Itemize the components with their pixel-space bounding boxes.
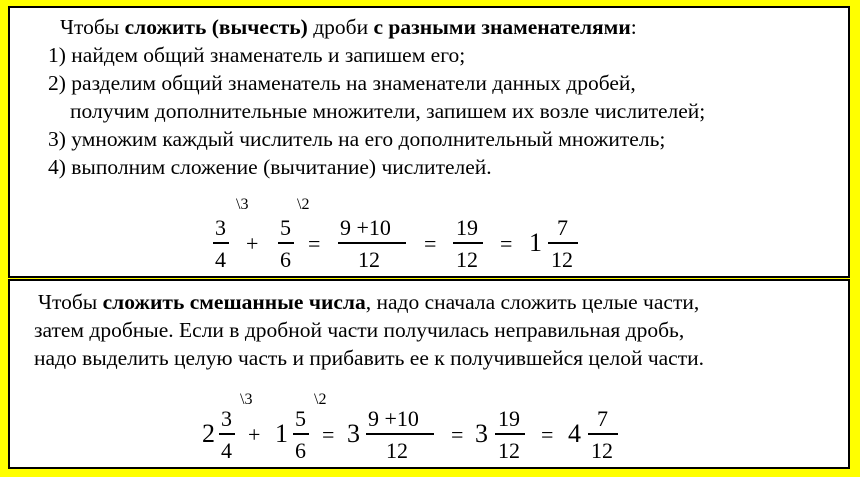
fraction-numerator: 7 — [597, 406, 608, 431]
rule-text-line-3: надо выделить целую часть и прибавить ее к получившейся целой части. — [34, 346, 704, 370]
fraction-numerator: 5 — [295, 406, 306, 431]
fraction-denominator: 12 — [551, 247, 573, 272]
text: : — [630, 15, 637, 39]
multiplier-1: \3 — [236, 196, 249, 213]
rule-heading — [38, 289, 699, 315]
fraction-denominator: 6 — [295, 438, 306, 463]
fraction-denominator: 12 — [358, 247, 380, 272]
fraction-numerator: 5 — [280, 215, 291, 240]
equals-sign: = — [500, 231, 513, 256]
rule-text-line-2: затем дробные. Если в дробной части получилась неправильная дробь, — [34, 318, 685, 342]
fraction-numerator: 19 — [456, 215, 478, 240]
fraction-denominator: 12 — [456, 247, 478, 272]
fraction-denominator: 6 — [280, 247, 291, 272]
fraction-numerator: 7 — [557, 215, 568, 240]
fraction-bar — [366, 433, 434, 435]
step-4: 4) выполним сложение (вычитание) числителей. — [48, 155, 492, 179]
text-bold: сложить смешанные числа — [102, 290, 366, 314]
fraction-denominator: 12 — [386, 438, 408, 463]
fraction-bar — [338, 242, 406, 244]
fraction-bar — [548, 242, 578, 244]
fraction-numerator: 9 +10 — [340, 215, 391, 240]
equals-sign: = — [308, 231, 321, 256]
multiplier-2: \2 — [314, 391, 327, 408]
fraction-numerator: 3 — [221, 406, 232, 431]
fraction-numerator: 19 — [498, 406, 520, 431]
fraction-bar — [213, 242, 229, 244]
multiplier-2: \2 — [297, 196, 310, 213]
equals-sign: = — [451, 422, 464, 447]
text: Чтобы — [38, 290, 103, 314]
fraction-bar — [453, 242, 483, 244]
step-1: 1) найдем общий знаменатель и запишем его; — [48, 43, 466, 67]
whole-part: 2 — [202, 419, 215, 448]
equals-sign: = — [424, 231, 437, 256]
text-bold: сложить (вычесть) — [124, 15, 308, 39]
fraction-numerator: 3 — [215, 215, 226, 240]
fraction-bar — [278, 242, 294, 244]
equals-sign: = — [322, 422, 335, 447]
fraction-bar — [293, 433, 309, 435]
fraction-bar — [219, 433, 235, 435]
fraction-numerator: 9 +10 — [368, 406, 419, 431]
step-3: 3) умножим каждый числитель на его дополнительный множитель; — [48, 127, 666, 151]
fraction-bar — [495, 433, 525, 435]
multiplier-1: \3 — [240, 391, 253, 408]
fraction-denominator: 4 — [215, 247, 226, 272]
equals-sign: = — [541, 422, 554, 447]
fraction-denominator: 12 — [498, 438, 520, 463]
text: дроби — [307, 15, 374, 39]
text: , надо сначала сложить целые части, — [365, 290, 700, 314]
fraction-denominator: 4 — [221, 438, 232, 463]
whole-part: 3 — [347, 419, 360, 448]
whole-part: 4 — [568, 419, 581, 448]
rule-panel-different-denominators — [8, 6, 850, 278]
step-2-continued: получим дополнительные множители, запишем их возле числителей; — [70, 99, 706, 123]
step-2: 2) разделим общий знаменатель на знаменатели данных дробей, — [48, 71, 636, 95]
whole-part: 1 — [275, 419, 288, 448]
fraction-denominator: 12 — [591, 438, 613, 463]
fraction-bar — [588, 433, 618, 435]
text: Чтобы — [60, 15, 125, 39]
whole-part: 1 — [529, 228, 542, 257]
rule-heading — [60, 14, 637, 40]
rule-panel-mixed-numbers — [8, 279, 850, 469]
plus-sign: + — [248, 422, 261, 447]
whole-part: 3 — [475, 419, 488, 448]
plus-sign: + — [246, 231, 259, 256]
text-bold: с разными знаменателями — [373, 15, 631, 39]
